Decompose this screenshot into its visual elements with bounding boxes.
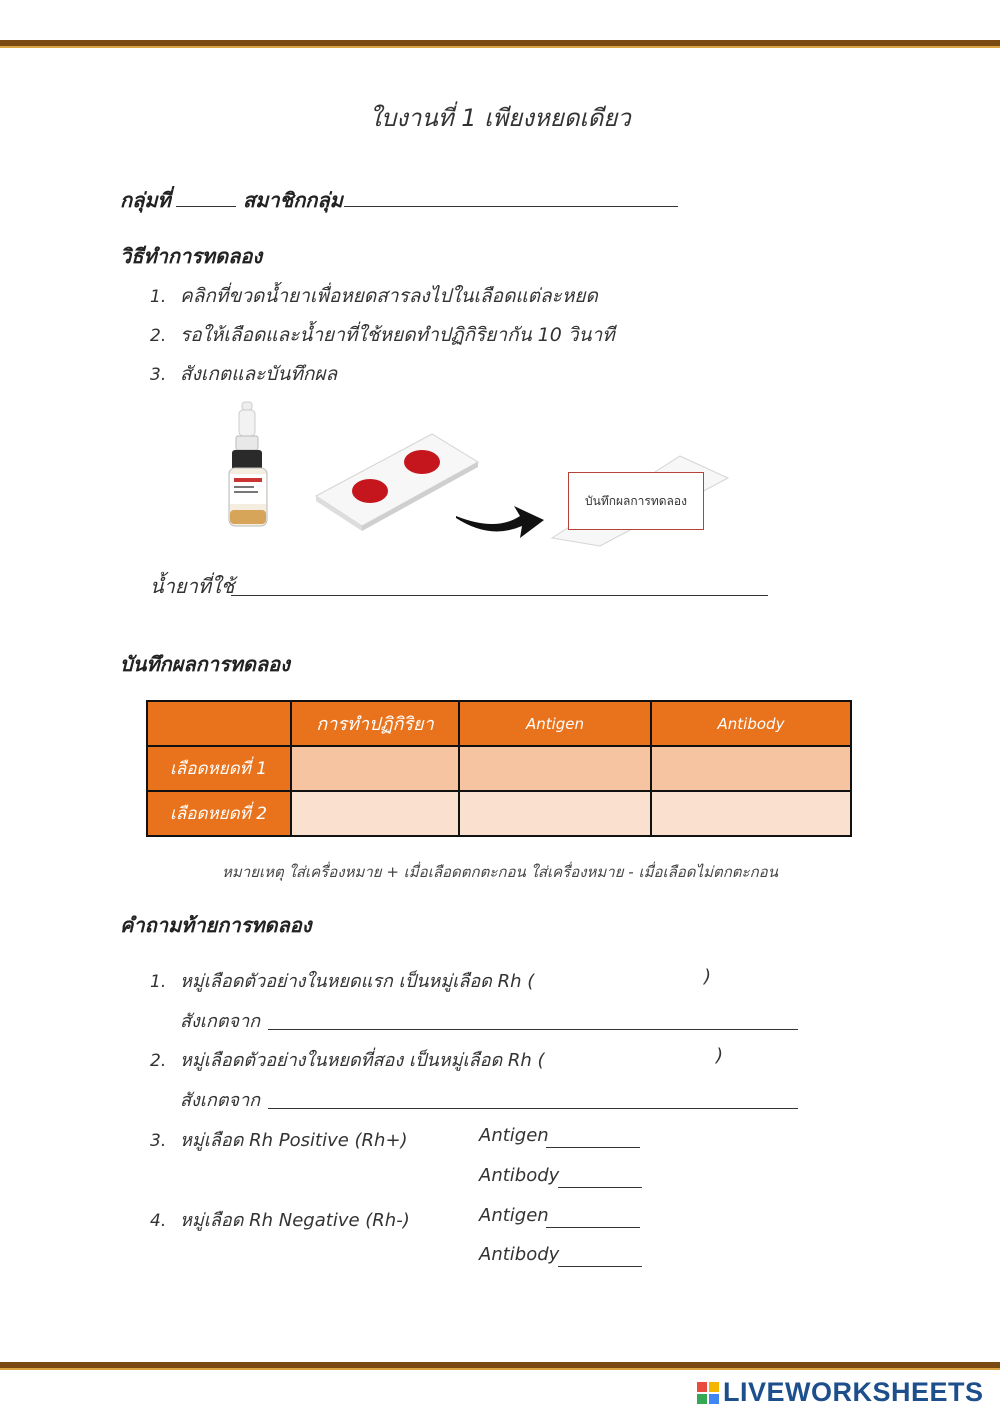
antigen-cell[interactable] <box>459 791 651 836</box>
header-cell-reaction: การทำปฏิกิริยา <box>291 701 459 746</box>
page-title: ใบงานที่ 1 เพียงหยดเดียว <box>369 104 631 132</box>
step-number: 1. <box>150 287 167 307</box>
procedure-step <box>150 359 337 389</box>
q3-antigen-field[interactable] <box>546 1147 640 1148</box>
members-field[interactable] <box>344 206 678 207</box>
question-4 <box>150 1205 410 1234</box>
blood-drop-2 <box>404 450 440 474</box>
question-text: หมู่เลือด Rh Negative (Rh-) <box>180 1210 410 1231</box>
liveworksheets-logo <box>697 1377 984 1408</box>
question-1 <box>150 966 534 995</box>
antibody-cell[interactable] <box>651 746 851 791</box>
group-number-field[interactable] <box>176 206 236 207</box>
q2-observe-field[interactable] <box>268 1108 798 1109</box>
q1-close-paren: ) <box>704 966 712 987</box>
blood-drop-1 <box>352 479 388 503</box>
questions-heading: คำถามท้ายการทดลอง <box>120 913 312 937</box>
logo-mark-icon <box>697 1382 719 1404</box>
reagent-field[interactable] <box>231 595 768 596</box>
top-divider <box>0 40 1000 48</box>
q4-antigen-field[interactable] <box>546 1227 640 1228</box>
q1-observe-field[interactable] <box>268 1029 798 1030</box>
q1-rh-answer-field[interactable] <box>548 966 700 992</box>
q2-rh-answer-field[interactable] <box>560 1045 712 1071</box>
question-number: 3. <box>150 1131 167 1151</box>
header-cell-antibody: Antibody <box>651 701 851 746</box>
reagent-label: น้ำยาที่ใช้ <box>150 574 235 598</box>
q4-antigen-label: Antigen <box>479 1205 549 1226</box>
q3-antigen-label: Antigen <box>479 1125 549 1146</box>
glass-slide-icon <box>316 434 478 531</box>
step-number: 2. <box>150 326 167 346</box>
q1-observe-label: สังเกตจาก <box>180 1011 261 1032</box>
q2-observe-label: สังเกตจาก <box>180 1090 261 1111</box>
reaction-cell[interactable] <box>291 791 459 836</box>
table-row <box>147 746 851 791</box>
header-cell-empty <box>147 701 291 746</box>
result-box[interactable] <box>568 472 704 530</box>
question-text: หมู่เลือดตัวอย่างในหยดแรก เป็นหมู่เลือด Rh ( <box>180 971 535 992</box>
question-2 <box>150 1045 545 1074</box>
procedure-step <box>150 281 598 311</box>
arrow-right-icon <box>456 506 544 538</box>
table-header-row <box>147 701 851 746</box>
step-text: รอให้เลือดและน้ำยาที่ใช้หยดทำปฏิกิริยากัน 10 วินาที <box>180 324 615 346</box>
question-number: 4. <box>150 1211 167 1231</box>
row-label: เลือดหยดที่ 1 <box>147 746 291 791</box>
question-text: หมู่เลือดตัวอย่างในหยดที่สอง เป็นหมู่เลือด Rh ( <box>180 1050 545 1071</box>
results-table <box>146 700 852 837</box>
bottom-divider <box>0 1362 1000 1370</box>
row-label: เลือดหยดที่ 2 <box>147 791 291 836</box>
step-number: 3. <box>150 365 167 385</box>
table-row <box>147 791 851 836</box>
procedure-step <box>150 320 615 350</box>
reagent-bottle-icon[interactable] <box>229 402 267 526</box>
q3-antibody-label: Antibody <box>479 1165 560 1186</box>
reaction-cell[interactable] <box>291 746 459 791</box>
header-cell-antigen: Antigen <box>459 701 651 746</box>
q4-antibody-field[interactable] <box>558 1266 642 1267</box>
question-text: หมู่เลือด Rh Positive (Rh+) <box>180 1130 408 1151</box>
question-number: 2. <box>150 1051 167 1071</box>
antigen-cell[interactable] <box>459 746 651 791</box>
question-3 <box>150 1125 408 1154</box>
step-text: คลิกที่ขวดน้ำยาเพื่อหยดสารลงไปในเลือดแต่ละหยด <box>180 285 598 307</box>
question-number: 1. <box>150 972 167 992</box>
table-note: หมายเหตุ ใส่เครื่องหมาย + เมื่อเลือดตกตะกอน ใส่เครื่องหมาย - เมื่อเลือดไม่ตกตะกอน <box>222 863 778 881</box>
q3-antibody-field[interactable] <box>558 1187 642 1188</box>
antibody-cell[interactable] <box>651 791 851 836</box>
members-label: สมาชิกกลุ่ม <box>243 188 343 212</box>
procedure-heading: วิธีทำการทดลอง <box>120 244 263 268</box>
result-box-label: บันทึกผลการทดลอง <box>585 493 687 508</box>
results-heading: บันทึกผลการทดลอง <box>120 652 290 676</box>
q2-close-paren: ) <box>716 1045 724 1066</box>
step-text: สังเกตและบันทึกผล <box>180 363 338 385</box>
brand-name: LIVEWORKSHEETS <box>723 1377 984 1407</box>
q4-antibody-label: Antibody <box>479 1244 560 1265</box>
group-label: กลุ่มที่ <box>120 188 171 212</box>
